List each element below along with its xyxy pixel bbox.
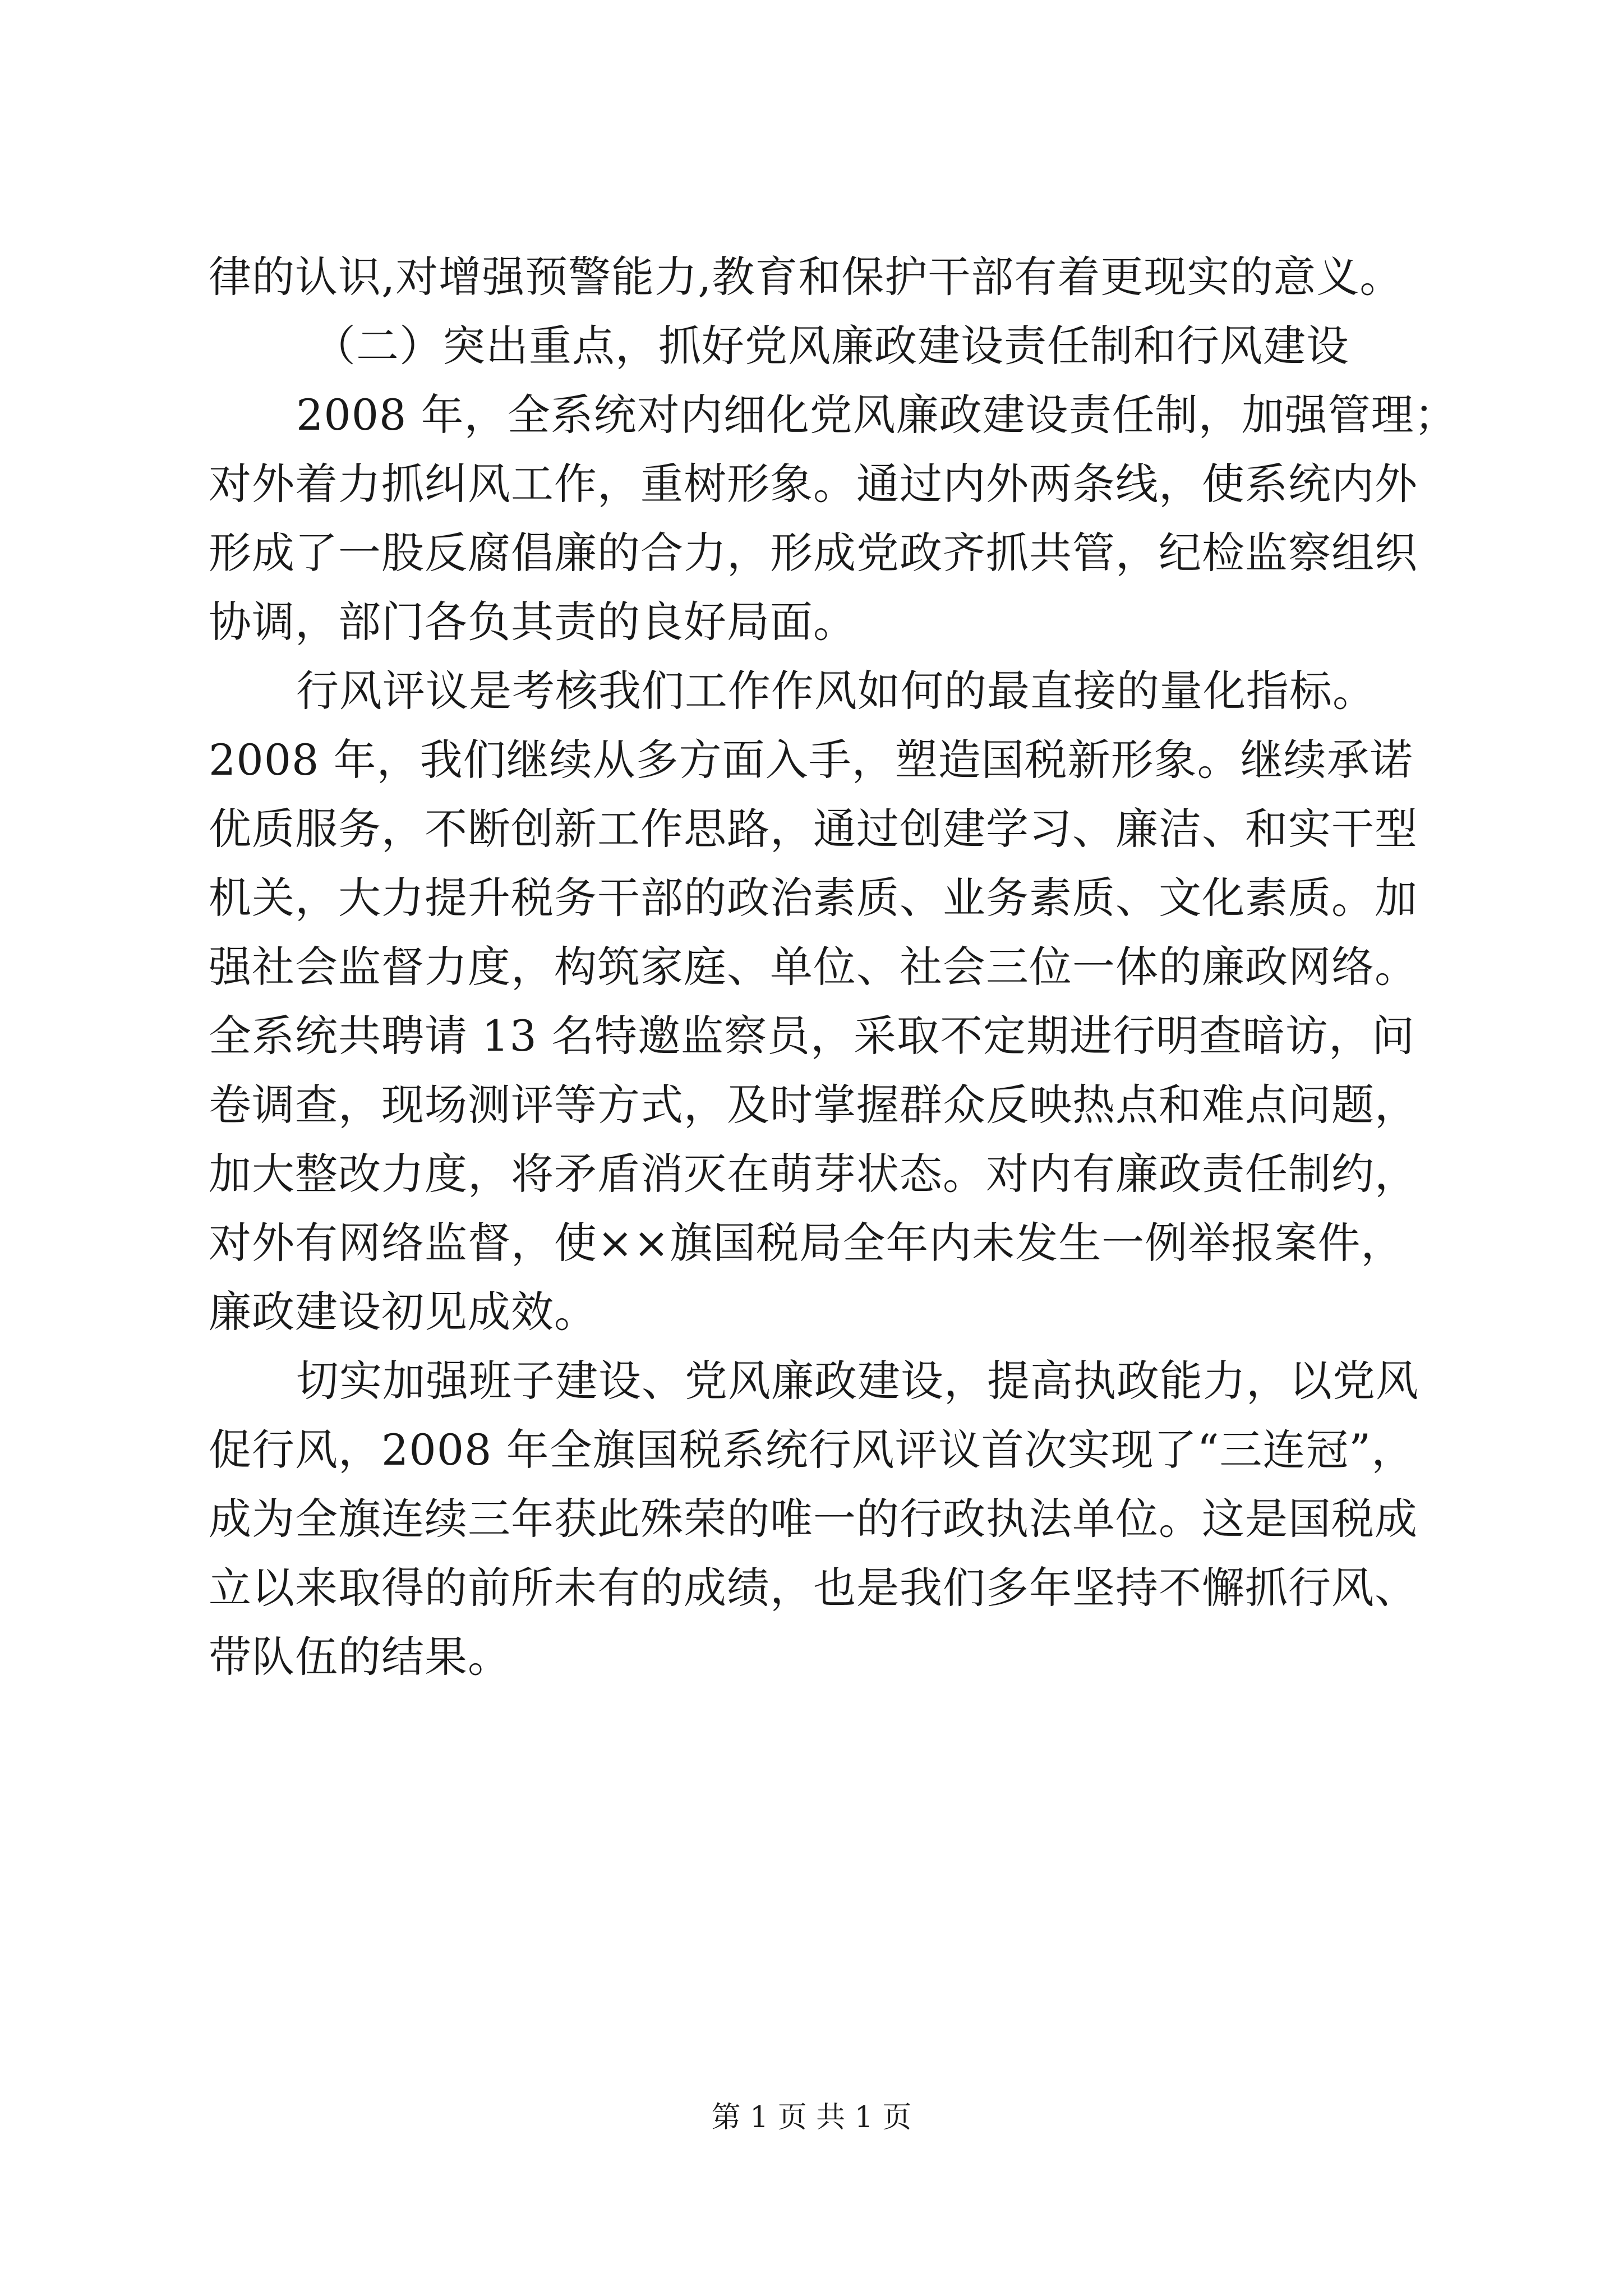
text-line: 强社会监督力度，构筑家庭、单位、社会三位一体的廉政网络。	[209, 942, 1418, 992]
text-line: 带队伍的结果。	[209, 1632, 511, 1682]
text-line: 卷调查，现场测评等方式，及时掌握群众反映热点和难点问题，	[209, 1080, 1418, 1130]
document-body	[209, 242, 1458, 1691]
text-line: 机关，大力提升税务干部的政治素质、业务素质、文化素质。加	[209, 873, 1418, 923]
text-line: 对外有网络监督，使××旗国税局全年内未发生一例举报案件，	[209, 1218, 1404, 1268]
text-line: 2008 年，全系统对内细化党风廉政建设责任制，加强管理；	[296, 390, 1458, 440]
text-line: 加大整改力度，将矛盾消灭在萌芽状态。对内有廉政责任制约，	[209, 1149, 1418, 1199]
text-line: 促行风，2008 年全旗国税系统行风评议首次实现了“三连冠”，	[209, 1425, 1415, 1475]
text-line: 协调，部门各负其责的良好局面。	[209, 597, 856, 647]
text-line: 切实加强班子建设、党风廉政建设，提高执政能力，以党风	[296, 1356, 1419, 1406]
text-line: 立以来取得的前所未有的成绩，也是我们多年坚持不懈抓行风、	[209, 1563, 1418, 1613]
text-line: 对外着力抓纠风工作，重树形象。通过内外两条线，使系统内外	[209, 459, 1418, 509]
text-line: 优质服务，不断创新工作思路，通过创建学习、廉洁、和实干型	[209, 804, 1418, 854]
text-line: 行风评议是考核我们工作作风如何的最直接的量化指标。	[296, 666, 1376, 716]
text-line: 律的认识,对增强预警能力,教育和保护干部有着更现实的意义。	[209, 252, 1403, 302]
page-number-footer: 第 1 页 共 1 页	[711, 2101, 912, 2134]
text-line: 成为全旗连续三年获此殊荣的唯一的行政执法单位。这是国税成	[209, 1494, 1418, 1544]
section-heading: （二）突出重点，抓好党风廉政建设责任制和行风建设	[313, 321, 1349, 371]
text-line: 2008 年，我们继续从多方面入手，塑造国税新形象。继续承诺	[209, 735, 1413, 785]
text-line: 廉政建设初见成效。	[209, 1287, 597, 1337]
text-line: 形成了一股反腐倡廉的合力，形成党政齐抓共管，纪检监察组织	[209, 528, 1418, 578]
text-line: 全系统共聘请 13 名特邀监察员，采取不定期进行明查暗访，问	[209, 1011, 1415, 1061]
